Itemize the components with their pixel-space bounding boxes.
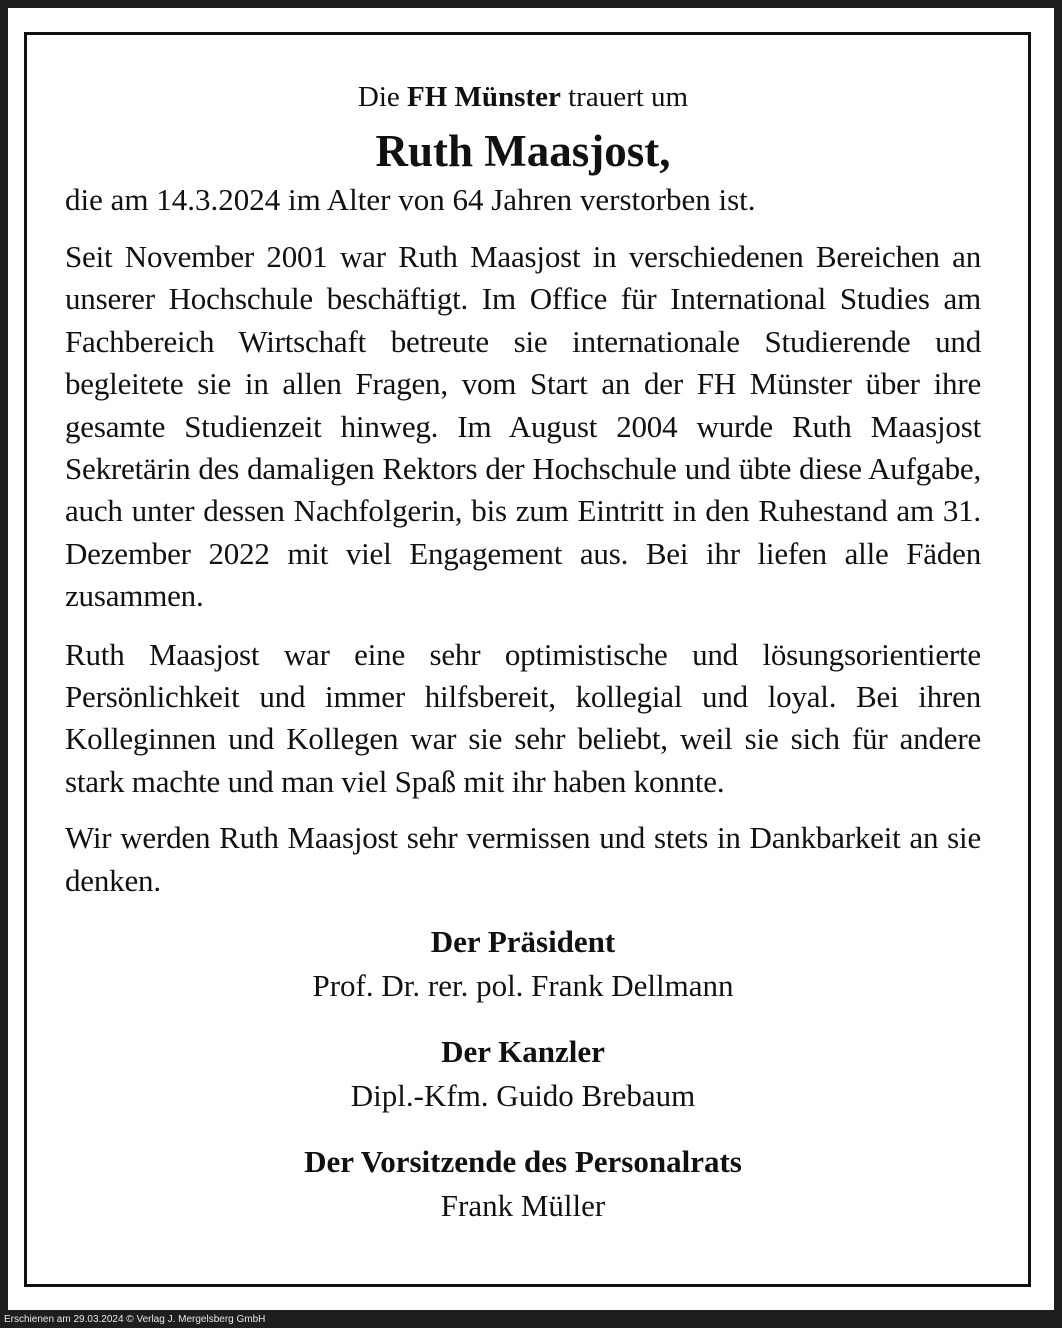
- publication-footer: Erschienen am 29.03.2024 © Verlag J. Mergelsberg GmbH: [4, 1314, 266, 1325]
- signatory-name: Dipl.-Kfm. Guido Brebaum: [350, 1078, 696, 1114]
- deceased-name: Ruth Maasjost,: [375, 126, 671, 176]
- biography-paragraph: Seit November 2001 war Ruth Maasjost in verschiedenen Bereichen an unserer Hochschule beschäftigt. Im Office für International Studies am Fachbereich Wirtschaft betreute sie internationale Studierende und begleitete sie in allen Fragen, vom Start an der FH Münster über ihre gesamte Studienzeit hinweg. Im August 2004 wurde Ruth Maasjost Sekretärin des damaligen Rektors der Hochschule und übte diese Aufgabe, auch unter dessen Nachfolgerin, bis zum Eintritt in den Ruhestand am 31. Dezember 2022 mit viel Engagement aus. Bei ihr liefen alle Fäden zusammen.: [65, 239, 981, 614]
- notice-intro: [65, 76, 981, 118]
- organization-name: FH Münster: [407, 81, 561, 113]
- signatory-role: Der Präsident: [430, 924, 616, 960]
- personality-paragraph: Ruth Maasjost war eine sehr optimistische und lösungsorientierte Persönlichkeit und immer hilfsbereit, kollegial und loyal. Bei ihren Kolleginnen und Kollegen war sie sehr beliebt, weil sie sich für andere stark machte und man viel Spaß mit ihr haben konnte.: [65, 636, 981, 799]
- signatory-name: Frank Müller: [440, 1188, 606, 1224]
- intro-suffix: trauert um: [568, 81, 689, 113]
- signatory-role: Der Vorsitzende des Personalrats: [304, 1144, 742, 1180]
- signatory-president: [65, 920, 981, 1008]
- notice-content: [65, 76, 981, 1228]
- obituary-page: [8, 8, 1054, 1310]
- signatory-role: Der Kanzler: [441, 1034, 605, 1070]
- signatory-name: Prof. Dr. rer. pol. Frank Dellmann: [312, 968, 734, 1004]
- signatory-chancellor: [65, 1030, 981, 1118]
- death-date-line: die am 14.3.2024 im Alter von 64 Jahren verstorben ist.: [65, 182, 756, 217]
- signatory-staff-council: [65, 1140, 981, 1228]
- closing-paragraph: Wir werden Ruth Maasjost sehr vermissen und stets in Dankbarkeit an sie denken.: [65, 820, 981, 898]
- intro-prefix: Die: [357, 81, 400, 113]
